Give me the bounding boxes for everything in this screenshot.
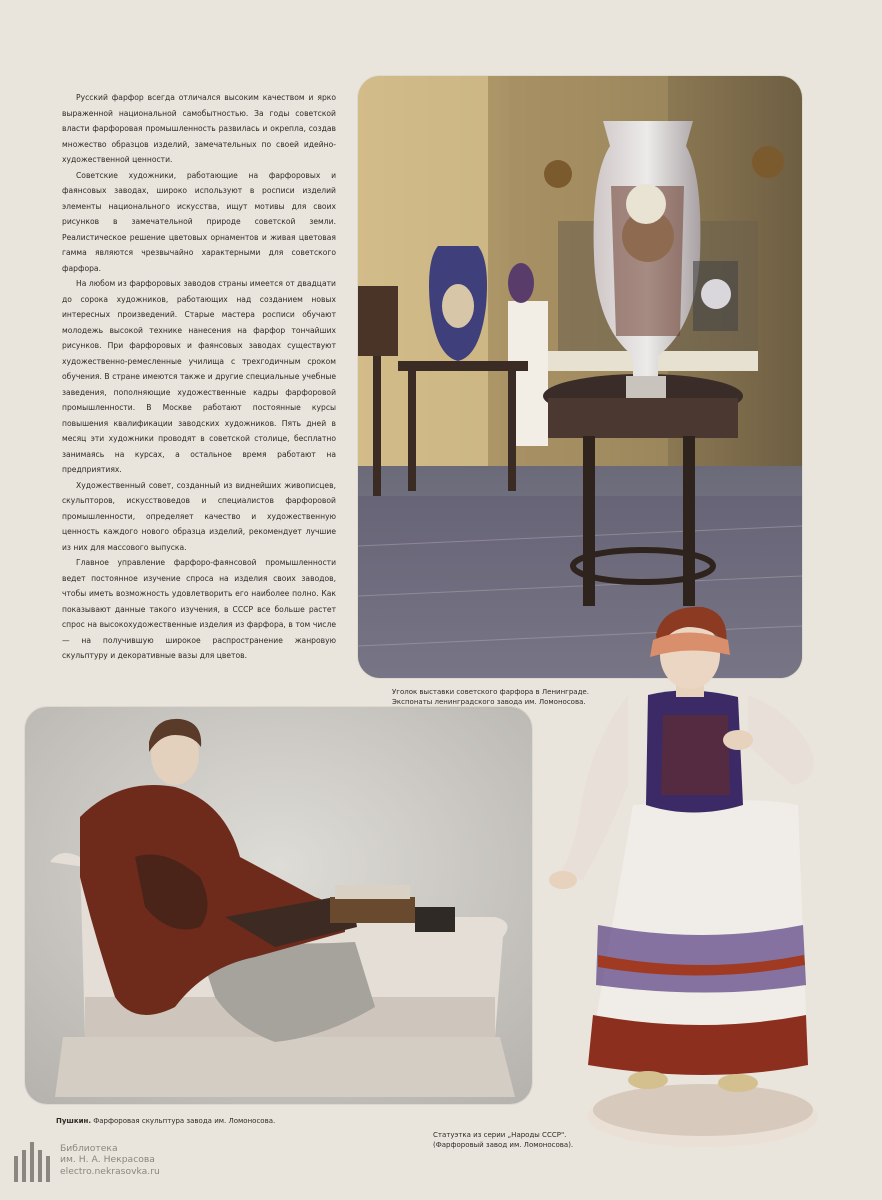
library-text [60, 1143, 160, 1178]
article-paragraph-4: Художественный совет, созданный из виднейших живописцев, скульпторов, искусствоведов и специалистов фарфоровой промышленности, определяет качество и художественную ценность каждого нового образца изделий, рекомендует лучшие из них для массового выпуска. [62, 480, 336, 552]
library-name: Библиотека [60, 1142, 118, 1154]
library-subtitle: им. Н. А. Некрасова [60, 1154, 155, 1166]
exhibition-photo [358, 76, 802, 678]
library-logo-icon [12, 1138, 52, 1182]
library-url[interactable]: electro.nekrasovka.ru [60, 1165, 160, 1177]
article-paragraph-5: Главное управление фарфоро-фаянсовой промышленности ведет постоянное изучение спроса на изделия своих заводов, чтобы иметь возможность удовлетворить его наиболее полно. Как показывают данные такого изучения, в СССР все больше растет спрос на высокохудожественные изделия из фарфора, в том числе — на получившую широкое распространение жанровую скульптуру и декоративные вазы для цветов. [62, 558, 336, 660]
pushkin-photo [25, 707, 532, 1104]
statuette-caption-line2: (Фарфоровый завод им. Ломоносова). [433, 1141, 574, 1149]
library-watermark[interactable] [12, 1138, 160, 1182]
article-paragraph-2: Советские художники, работающие на фарфоровых и фаянсовых заводах, широко используют в росписи изделий элементы национального искусства, ищут мотивы для своих рисунков в замечательной природе советской земли. Реалистическое решение цветовых орнаментов и живая цветовая гамма являются чрезвычайно характерными для советского фарфора. [62, 170, 336, 273]
article-text [62, 90, 336, 664]
pushkin-caption [56, 1116, 476, 1126]
exhibition-caption-line1: Уголок выставки советского фарфора в Ленинграде. [392, 688, 589, 696]
pushkin-caption-text: Фарфоровая скульптура завода им. Ломоносова. [91, 1117, 276, 1125]
statuette-photo [538, 605, 838, 1157]
statuette-caption [433, 1130, 673, 1150]
article-paragraph-1: Русский фарфор всегда отличался высоким качеством и ярко выраженной национальной самобытностью. За годы советской власти фарфоровая промышленность развилась и окрепла, создав множество образцов изделий, замечательных по своей идейно-художественной ценности. [62, 93, 336, 164]
statuette-caption-line1: Статуэтка из серии „Народы СССР". [433, 1131, 567, 1139]
exhibition-caption-line2: Экспонаты ленинградского завода им. Ломоносова. [392, 698, 586, 706]
pushkin-caption-title: Пушкин. [56, 1117, 92, 1125]
article-paragraph-3: На любом из фарфоровых заводов страны имеется от двадцати до сорока художников, работающих над созданием новых интересных произведений. Старые мастера росписи обучают молодежь высокой технике нанесения на фарфор тончайших рисунков. При фарфоровых и фаянсовых заводах существуют художественно-ремесленные училища с трехгодичным сроком обучения. В стране имеются также и другие специальные учебные заведения, пополняющие художественные кадры фарфоровой промышленности. В Москве работают постоянные курсы повышения квалификации заводских художников. Пять дней в месяц эти художники проводят в советской столице, бесплатно занимаясь на курсах, а остальное время работают на предприятиях. [62, 279, 336, 474]
